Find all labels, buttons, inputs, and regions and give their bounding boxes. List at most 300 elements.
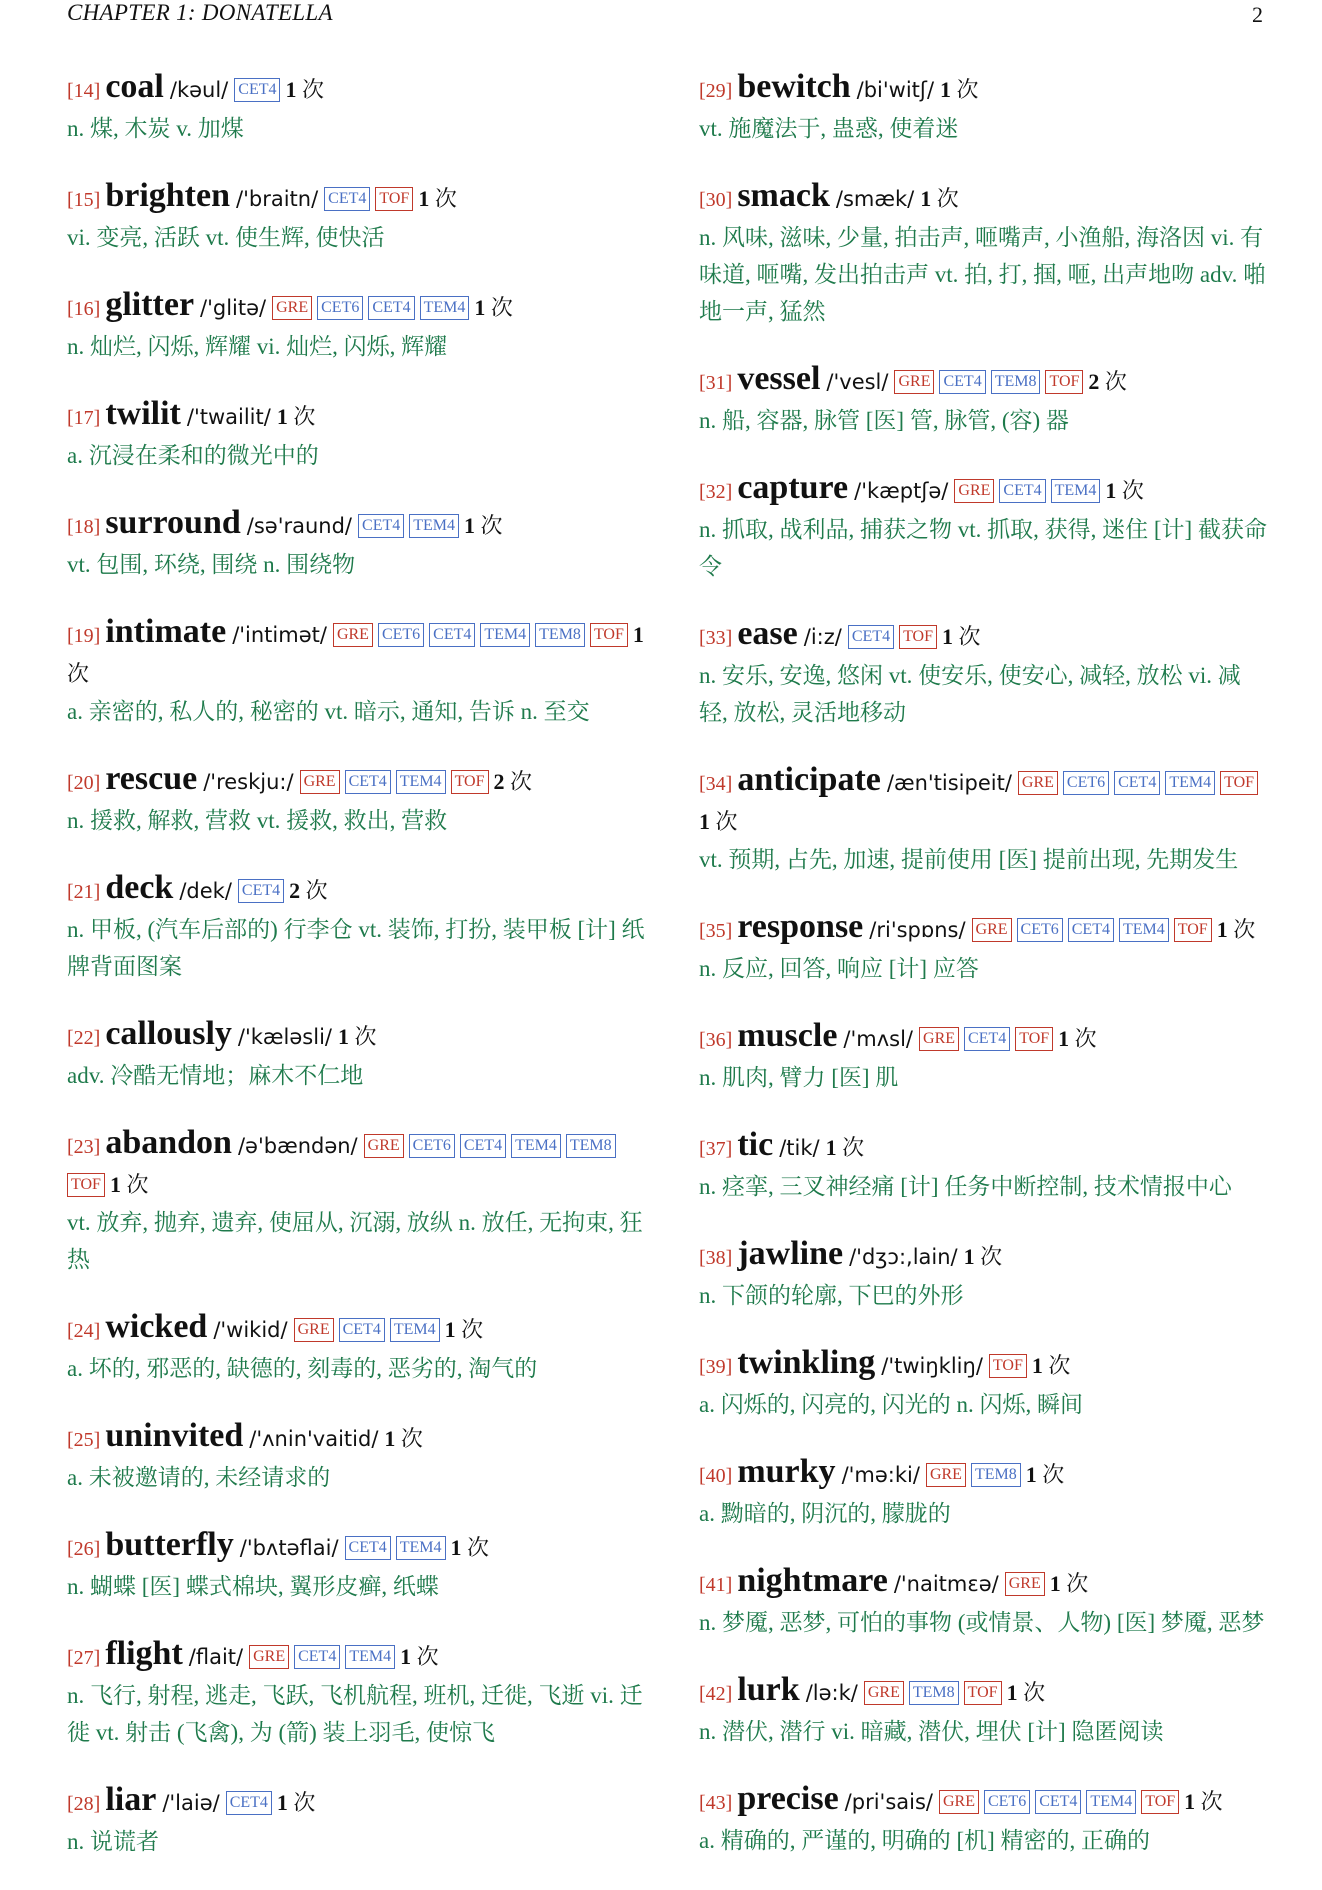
headword: coal <box>105 68 164 105</box>
exam-tag-tof: TOF <box>451 770 489 794</box>
entry-headline <box>67 1015 645 1057</box>
vocab-entry <box>67 869 645 985</box>
exam-tag-gre: GRE <box>972 918 1012 942</box>
entry-index: [28] <box>67 1793 101 1815</box>
entry-headline <box>67 177 645 219</box>
exam-tag-cet4: CET4 <box>368 296 414 320</box>
pronunciation: /pri'sais/ <box>844 1790 933 1814</box>
vocab-entry <box>67 760 645 839</box>
exam-tag-tem4: TEM4 <box>420 296 470 320</box>
running-head <box>67 0 1263 28</box>
exam-tag-cet4: CET4 <box>1114 771 1160 795</box>
exam-tag-cet4: CET4 <box>324 187 370 211</box>
vocab-entry <box>67 1417 645 1496</box>
exam-tag-gre: GRE <box>919 1027 959 1051</box>
page-number: 2 <box>1252 2 1263 27</box>
entry-headline <box>67 1526 645 1568</box>
count-unit: 次 <box>126 1172 149 1197</box>
headword: butterfly <box>105 1526 234 1563</box>
count-number: 1 <box>920 186 932 211</box>
vocab-entry <box>67 177 645 256</box>
entry-headline <box>699 1344 1269 1386</box>
definition: a. 黝暗的, 阴沉的, 朦胧的 <box>699 1501 951 1526</box>
pronunciation: /'kæptʃə/ <box>854 479 949 503</box>
headword: twinkling <box>737 1344 876 1381</box>
vocab-entry <box>699 1017 1269 1096</box>
exam-tag-gre: GRE <box>864 1681 904 1705</box>
pronunciation: /'bʌtəflai/ <box>239 1536 339 1560</box>
occurrence-count <box>1050 1571 1089 1596</box>
pronunciation: /smæk/ <box>835 187 915 211</box>
exam-tag-tof: TOF <box>1015 1027 1053 1051</box>
exam-tag-cet6: CET6 <box>1063 771 1109 795</box>
occurrence-count <box>451 1535 490 1560</box>
entry-headline <box>699 68 1269 110</box>
headword: bewitch <box>737 68 851 105</box>
entry-index: [36] <box>699 1029 733 1051</box>
vocab-entry <box>699 1235 1269 1314</box>
exam-tag-cet4: CET4 <box>848 625 894 649</box>
pronunciation: /æn'tisipeit/ <box>886 771 1012 795</box>
exam-tag-cet4: CET4 <box>1035 1790 1081 1814</box>
entry-index: [19] <box>67 625 101 647</box>
entry-headline <box>67 1417 645 1459</box>
definition: n. 反应, 回答, 响应 [计] 应答 <box>699 956 979 981</box>
count-number: 1 <box>464 513 476 538</box>
exam-tag-cet4: CET4 <box>999 479 1045 503</box>
headword: flight <box>105 1635 183 1672</box>
exam-tag-tof: TOF <box>375 187 413 211</box>
vocab-entry <box>699 68 1269 147</box>
exam-tag-cet6: CET6 <box>1017 918 1063 942</box>
entry-index: [18] <box>67 516 101 538</box>
definition: n. 甲板, (汽车后部的) 行李仓 vt. 装饰, 打扮, 装甲板 [计] 纸牌背面图案 <box>67 917 645 979</box>
definition: adv. 冷酷无情地；麻木不仁地 <box>67 1063 364 1088</box>
count-unit: 次 <box>958 624 981 649</box>
pronunciation: /'braitn/ <box>236 187 319 211</box>
count-number: 2 <box>1088 369 1100 394</box>
exam-tag-gre: GRE <box>926 1463 966 1487</box>
exam-tag-tem8: TEM8 <box>991 370 1041 394</box>
count-number: 1 <box>276 404 288 429</box>
entry-headline <box>67 395 645 437</box>
pronunciation: /'kæləsli/ <box>237 1025 332 1049</box>
exam-tag-cet6: CET6 <box>984 1790 1030 1814</box>
headword: liar <box>105 1781 157 1818</box>
entry-headline <box>699 1126 1269 1168</box>
occurrence-count <box>494 769 533 794</box>
pronunciation: /'twailit/ <box>186 405 271 429</box>
definition: n. 灿烂, 闪烁, 辉耀 vi. 灿烂, 闪烁, 辉耀 <box>67 334 448 359</box>
headword: deck <box>105 869 174 906</box>
count-number: 1 <box>450 1535 462 1560</box>
count-unit: 次 <box>1023 1680 1046 1705</box>
definition: n. 蝴蝶 [医] 蝶式棉块, 翼形皮癣, 纸蝶 <box>67 1574 439 1599</box>
definition: a. 闪烁的, 闪亮的, 闪光的 n. 闪烁, 瞬间 <box>699 1392 1083 1417</box>
pronunciation: /ə'bændən/ <box>237 1134 358 1158</box>
headword: brighten <box>105 177 231 214</box>
occurrence-count <box>400 1644 439 1669</box>
entry-headline <box>67 504 645 546</box>
vocab-entry <box>699 1344 1269 1423</box>
entry-index: [41] <box>699 1574 733 1596</box>
pronunciation: /'laiə/ <box>162 1791 220 1815</box>
count-unit: 次 <box>715 809 738 834</box>
occurrence-count <box>1058 1026 1097 1051</box>
occurrence-count <box>942 624 981 649</box>
count-number: 1 <box>1006 1680 1018 1705</box>
count-number: 2 <box>493 769 505 794</box>
exam-tag-tem4: TEM4 <box>1165 771 1215 795</box>
exam-tag-tem4: TEM4 <box>345 1645 395 1669</box>
exam-tag-tem4: TEM4 <box>396 1536 446 1560</box>
entry-index: [40] <box>699 1465 733 1487</box>
entry-index: [14] <box>67 80 101 102</box>
count-unit: 次 <box>293 404 316 429</box>
exam-tag-tem4: TEM4 <box>1051 479 1101 503</box>
vocab-entry <box>67 286 645 365</box>
entry-index: [20] <box>67 772 101 794</box>
entry-index: [39] <box>699 1356 733 1378</box>
pronunciation: /flait/ <box>188 1645 244 1669</box>
entry-headline <box>699 1671 1269 1713</box>
pronunciation: /'intimət/ <box>232 623 327 647</box>
pronunciation: /lə:k/ <box>805 1681 858 1705</box>
count-unit: 次 <box>1233 917 1256 942</box>
count-unit: 次 <box>510 769 533 794</box>
occurrence-count <box>1007 1680 1046 1705</box>
headword: muscle <box>737 1017 838 1054</box>
count-unit: 次 <box>980 1244 1003 1269</box>
headword: intimate <box>105 613 227 650</box>
entry-headline <box>699 1235 1269 1277</box>
count-unit: 次 <box>67 661 90 686</box>
count-number: 1 <box>942 624 953 649</box>
exam-tag-tem8: TEM8 <box>909 1681 959 1705</box>
pronunciation: /bi'witʃ/ <box>856 78 935 102</box>
headword: callously <box>105 1015 232 1052</box>
occurrence-count <box>964 1244 1003 1269</box>
count-number: 1 <box>337 1024 349 1049</box>
vocab-entry <box>699 1671 1269 1750</box>
exam-tag-tof: TOF <box>1174 918 1212 942</box>
occurrence-count <box>445 1317 484 1342</box>
exam-tag-tem4: TEM4 <box>511 1134 561 1158</box>
definition: n. 援救, 解救, 营救 vt. 援救, 救出, 营救 <box>67 808 448 833</box>
entry-headline <box>699 761 1269 841</box>
vocab-entry <box>67 1526 645 1605</box>
headword: wicked <box>105 1308 208 1345</box>
headword: murky <box>737 1453 836 1490</box>
pronunciation: /dek/ <box>179 879 232 903</box>
count-unit: 次 <box>305 878 328 903</box>
count-number: 1 <box>1031 1353 1043 1378</box>
count-unit: 次 <box>416 1644 439 1669</box>
count-unit: 次 <box>1042 1462 1065 1487</box>
pronunciation: /'mə:ki/ <box>841 1463 920 1487</box>
headword: nightmare <box>737 1562 888 1599</box>
pronunciation: /'dʒɔ:,lain/ <box>849 1245 958 1269</box>
pronunciation: /i:z/ <box>803 625 842 649</box>
entry-index: [37] <box>699 1138 733 1160</box>
count-number: 2 <box>289 878 301 903</box>
count-number: 1 <box>1216 917 1228 942</box>
exam-tag-cet4: CET4 <box>234 78 280 102</box>
definition: n. 安乐, 安逸, 悠闲 vt. 使安乐, 使安心, 减轻, 放松 vi. 减轻, 放松, 灵活地移动 <box>699 663 1241 725</box>
vocab-entry <box>67 1635 645 1751</box>
occurrence-count <box>384 1426 423 1451</box>
entry-index: [30] <box>699 189 733 211</box>
vocab-entry <box>699 908 1269 987</box>
count-unit: 次 <box>461 1317 484 1342</box>
entry-index: [16] <box>67 298 101 320</box>
exam-tag-gre: GRE <box>364 1134 404 1158</box>
pronunciation: /'wikid/ <box>213 1318 288 1342</box>
count-unit: 次 <box>434 186 457 211</box>
entry-headline <box>699 908 1269 950</box>
entry-headline <box>67 1124 645 1204</box>
entry-headline <box>699 615 1269 657</box>
exam-tag-cet4: CET4 <box>345 1536 391 1560</box>
entry-headline <box>699 1780 1269 1822</box>
vocab-entry <box>699 360 1269 439</box>
count-number: 1 <box>1105 478 1117 503</box>
entry-index: [42] <box>699 1683 733 1705</box>
exam-tag-tof: TOF <box>1220 771 1258 795</box>
exam-tag-cet4: CET4 <box>345 770 391 794</box>
exam-tag-tem8: TEM8 <box>566 1134 616 1158</box>
exam-tag-tof: TOF <box>1141 1790 1179 1814</box>
entry-index: [17] <box>67 407 101 429</box>
entry-index: [27] <box>67 1647 101 1669</box>
entry-index: [38] <box>699 1247 733 1269</box>
count-number: 1 <box>418 186 430 211</box>
headword: surround <box>105 504 241 541</box>
definition: n. 下颌的轮廓, 下巴的外形 <box>699 1283 964 1308</box>
exam-tag-cet6: CET6 <box>409 1134 455 1158</box>
exam-tag-cet4: CET4 <box>226 1791 272 1815</box>
definition: a. 沉浸在柔和的微光中的 <box>67 443 319 468</box>
count-number: 1 <box>1184 1789 1196 1814</box>
definition: a. 精确的, 严谨的, 明确的 [机] 精密的, 正确的 <box>699 1828 1151 1853</box>
exam-tag-cet4: CET4 <box>460 1134 506 1158</box>
definition: n. 船, 容器, 脉管 [医] 管, 脉管, (容) 器 <box>699 408 1069 433</box>
count-unit: 次 <box>1048 1353 1071 1378</box>
headword: smack <box>737 177 830 214</box>
count-number: 1 <box>276 1790 288 1815</box>
exam-tag-gre: GRE <box>294 1318 334 1342</box>
occurrence-count <box>1088 369 1127 394</box>
count-number: 1 <box>699 809 710 834</box>
exam-tag-tem4: TEM4 <box>390 1318 440 1342</box>
vocab-entry <box>699 1126 1269 1205</box>
count-number: 1 <box>632 622 644 647</box>
entry-headline <box>699 469 1269 511</box>
count-number: 1 <box>1058 1026 1070 1051</box>
exam-tag-tof: TOF <box>899 625 937 649</box>
occurrence-count <box>1026 1462 1065 1487</box>
count-unit: 次 <box>1121 478 1144 503</box>
vocab-entry <box>699 469 1269 585</box>
count-unit: 次 <box>400 1426 423 1451</box>
occurrence-count <box>699 809 738 834</box>
definition: n. 潜伏, 潜行 vi. 暗藏, 潜伏, 埋伏 [计] 隐匿阅读 <box>699 1719 1164 1744</box>
pronunciation: /'naitmɛə/ <box>893 1572 999 1596</box>
count-unit: 次 <box>936 186 959 211</box>
headword: jawline <box>737 1235 844 1272</box>
definition: n. 风味, 滋味, 少量, 拍击声, 咂嘴声, 小渔船, 海洛因 vi. 有味道, 咂嘴, 发出拍击声 vt. 拍, 打, 掴, 咂, 出声地吻 adv. 啪地一声, 猛然 <box>699 225 1267 324</box>
exam-tag-tem4: TEM4 <box>409 514 459 538</box>
definition: vi. 变亮, 活跃 vt. 使生辉, 使快活 <box>67 225 385 250</box>
count-unit: 次 <box>1104 369 1127 394</box>
pronunciation: /'ʌnin'vaitid/ <box>249 1427 379 1451</box>
definition: a. 坏的, 邪恶的, 缺德的, 刻毒的, 恶劣的, 淘气的 <box>67 1356 538 1381</box>
exam-tag-tof: TOF <box>590 623 628 647</box>
entry-index: [31] <box>699 372 733 394</box>
exam-tag-tem8: TEM8 <box>971 1463 1021 1487</box>
vocab-entry <box>699 761 1269 878</box>
entry-headline <box>699 177 1269 219</box>
exam-tag-gre: GRE <box>954 479 994 503</box>
exam-tag-gre: GRE <box>1005 1572 1045 1596</box>
exam-tag-tof: TOF <box>989 1354 1027 1378</box>
entry-headline <box>67 1781 645 1823</box>
entry-headline <box>67 68 645 110</box>
exam-tag-tem4: TEM4 <box>1086 1790 1136 1814</box>
count-number: 1 <box>474 295 486 320</box>
headword: rescue <box>105 760 198 797</box>
definition: a. 亲密的, 私人的, 秘密的 vt. 暗示, 通知, 告诉 n. 至交 <box>67 699 590 724</box>
entry-headline <box>67 760 645 802</box>
headword: capture <box>737 469 849 506</box>
headword: precise <box>737 1780 839 1817</box>
vocab-entry <box>67 1124 645 1278</box>
entry-index: [24] <box>67 1320 101 1342</box>
exam-tag-cet4: CET4 <box>294 1645 340 1669</box>
right-column <box>699 68 1269 1889</box>
occurrence-count <box>1217 917 1256 942</box>
vocab-entry <box>67 395 645 474</box>
vocab-entry <box>699 615 1269 731</box>
exam-tag-gre: GRE <box>300 770 340 794</box>
count-number: 1 <box>109 1172 121 1197</box>
entry-headline <box>67 613 645 693</box>
exam-tag-tem4: TEM4 <box>480 623 530 647</box>
headword: twilit <box>105 395 181 432</box>
pronunciation: /'mʌsl/ <box>843 1027 914 1051</box>
headword: lurk <box>737 1671 800 1708</box>
count-unit: 次 <box>301 77 324 102</box>
exam-tag-tem4: TEM4 <box>1119 918 1169 942</box>
occurrence-count <box>285 77 324 102</box>
exam-tag-gre: GRE <box>272 296 312 320</box>
vocab-entry <box>699 177 1269 330</box>
headword: tic <box>737 1126 774 1163</box>
occurrence-count <box>920 186 959 211</box>
entry-headline <box>699 1017 1269 1059</box>
entry-headline <box>67 286 645 328</box>
definition: vt. 包围, 环绕, 围绕 n. 围绕物 <box>67 552 356 577</box>
entry-index: [15] <box>67 189 101 211</box>
count-number: 1 <box>825 1135 837 1160</box>
pronunciation: /'twiŋkliŋ/ <box>881 1354 983 1378</box>
definition: n. 肌肉, 臂力 [医] 肌 <box>699 1065 899 1090</box>
exam-tag-cet4: CET4 <box>339 1318 385 1342</box>
entry-headline <box>67 1635 645 1677</box>
exam-tag-tem8: TEM8 <box>535 623 585 647</box>
exam-tag-cet4: CET4 <box>939 370 985 394</box>
pronunciation: /tik/ <box>779 1136 820 1160</box>
exam-tag-gre: GRE <box>939 1790 979 1814</box>
entry-index: [32] <box>699 481 733 503</box>
entry-index: [34] <box>699 773 733 795</box>
count-number: 1 <box>940 77 952 102</box>
count-unit: 次 <box>480 513 503 538</box>
entry-headline <box>699 1453 1269 1495</box>
pronunciation: /'glitə/ <box>200 296 267 320</box>
exam-tag-cet4: CET4 <box>1068 918 1114 942</box>
count-number: 1 <box>400 1644 412 1669</box>
count-unit: 次 <box>467 1535 490 1560</box>
count-unit: 次 <box>490 295 513 320</box>
exam-tag-tem4: TEM4 <box>396 770 446 794</box>
count-number: 1 <box>444 1317 456 1342</box>
headword: vessel <box>737 360 821 397</box>
vocab-entry <box>67 1015 645 1094</box>
exam-tag-cet6: CET6 <box>378 623 424 647</box>
exam-tag-cet4: CET4 <box>358 514 404 538</box>
exam-tag-gre: GRE <box>249 1645 289 1669</box>
entry-index: [21] <box>67 881 101 903</box>
occurrence-count <box>464 513 503 538</box>
entry-index: [25] <box>67 1429 101 1451</box>
count-number: 1 <box>1025 1462 1037 1487</box>
vocab-entry <box>67 1308 645 1387</box>
count-number: 1 <box>285 77 297 102</box>
vocab-entry <box>699 1453 1269 1532</box>
headword: abandon <box>105 1124 232 1161</box>
count-number: 1 <box>1049 1571 1061 1596</box>
chapter-title: CHAPTER 1: DONATELLA <box>67 0 333 25</box>
occurrence-count <box>1184 1789 1223 1814</box>
entry-index: [26] <box>67 1538 101 1560</box>
entry-headline <box>67 1308 645 1350</box>
occurrence-count <box>940 77 979 102</box>
vocab-entry <box>67 1781 645 1860</box>
pronunciation: /ri'spɒns/ <box>869 918 966 942</box>
occurrence-count <box>289 878 328 903</box>
vocab-entry <box>67 613 645 730</box>
count-unit: 次 <box>1066 1571 1089 1596</box>
count-unit: 次 <box>842 1135 865 1160</box>
definition: vt. 预期, 占先, 加速, 提前使用 [医] 提前出现, 先期发生 <box>699 847 1239 872</box>
pronunciation: /'vesl/ <box>826 370 889 394</box>
vocab-entry <box>699 1780 1269 1859</box>
count-unit: 次 <box>293 1790 316 1815</box>
entry-headline <box>699 360 1269 402</box>
headword: glitter <box>105 286 195 323</box>
definition: n. 飞行, 射程, 逃走, 飞跃, 飞机航程, 班机, 迁徙, 飞逝 vi. 迁徙 vt. 射击 (飞禽), 为 (箭) 装上羽毛, 使惊飞 <box>67 1683 643 1745</box>
definition: n. 说谎者 <box>67 1829 159 1854</box>
vocab-entry <box>67 68 645 147</box>
exam-tag-tof: TOF <box>964 1681 1002 1705</box>
entry-headline <box>699 1562 1269 1604</box>
vocab-entry <box>699 1562 1269 1641</box>
pronunciation: /kəul/ <box>169 78 229 102</box>
exam-tag-cet4: CET4 <box>429 623 475 647</box>
occurrence-count <box>277 404 316 429</box>
definition: n. 煤, 木炭 v. 加煤 <box>67 116 244 141</box>
